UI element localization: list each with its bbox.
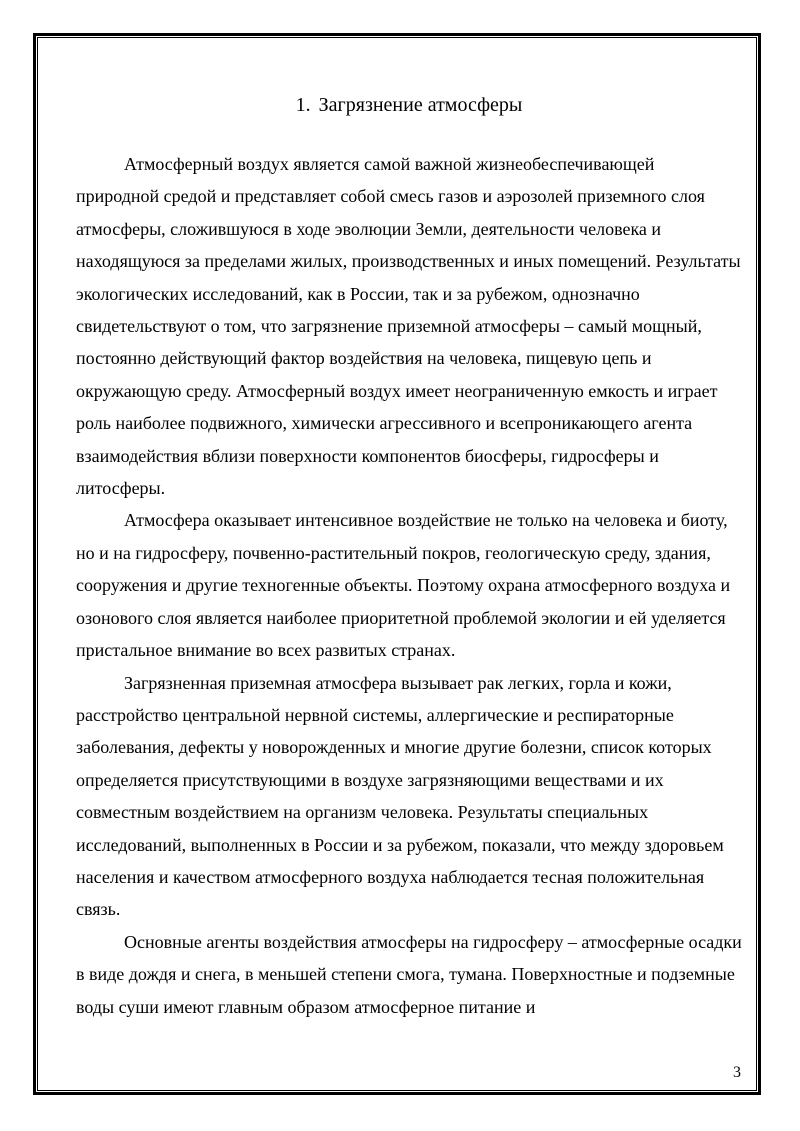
section-number: 1. <box>295 94 311 116</box>
section-title <box>76 88 742 122</box>
section-title-text: Загрязнение атмосферы <box>318 94 523 116</box>
paragraph-3: Загрязненная приземная атмосфера вызывает рак легких, горла и кожи, расстройство центральной нервной системы, аллергические и респираторные заболевания, дефекты у новорожденных и многие другие болезни, список которых определяется присутствующими в воздухе загрязняющими веществами и их совместным воздействием на организм человека. Результаты специальных исследований, выполненных в России и за рубежом, показали, что между здоровьем населения и качеством атмосферного воздуха наблюдается тесная положительная связь. <box>76 672 724 920</box>
paragraph-2: Атмосфера оказывает интенсивное воздействие не только на человека и биоту, но и на гидросферу, почвенно-растительный покров, геологическую среду, здания, сооружения и другие техногенные объекты. Поэтому охрана атмосферного воздуха и озонового слоя является наиболее приоритетной проблемой экологии и ей уделяется пристальное внимание во всех развитых странах. <box>76 510 731 661</box>
paragraph-4: Основные агенты воздействия атмосферы на гидросферу – атмосферные осадки в виде дождя и снега, в меньшей степени смога, тумана. Поверхностные и подземные воды суши имеют главным образом атмосферное питание и <box>76 931 742 1017</box>
document-body <box>76 88 742 1023</box>
page-number: 3 <box>733 1064 741 1081</box>
paragraph-1: Атмосферный воздух является самой важной жизнеобеспечивающей природной средой и представляет собой смесь газов и аэрозолей приземного слоя атмосферы, сложившуюся в ходе эволюции Земли, деятельности человека и находящуюся за пределами жилых, производственных и иных помещений. Результаты экологических исследований, как в России, так и за рубежом, однозначно свидетельствуют о том, что загрязнение приземной атмосферы – самый мощный, постоянно действующий фактор воздействия на человека, пищевую цепь и окружающую среду. Атмосферный воздух имеет неограниченную емкость и играет роль наиболее подвижного, химически агрессивного и всепроникающего агента взаимодействия вблизи поверхности компонентов биосферы, гидросферы и литосферы. <box>76 154 741 499</box>
